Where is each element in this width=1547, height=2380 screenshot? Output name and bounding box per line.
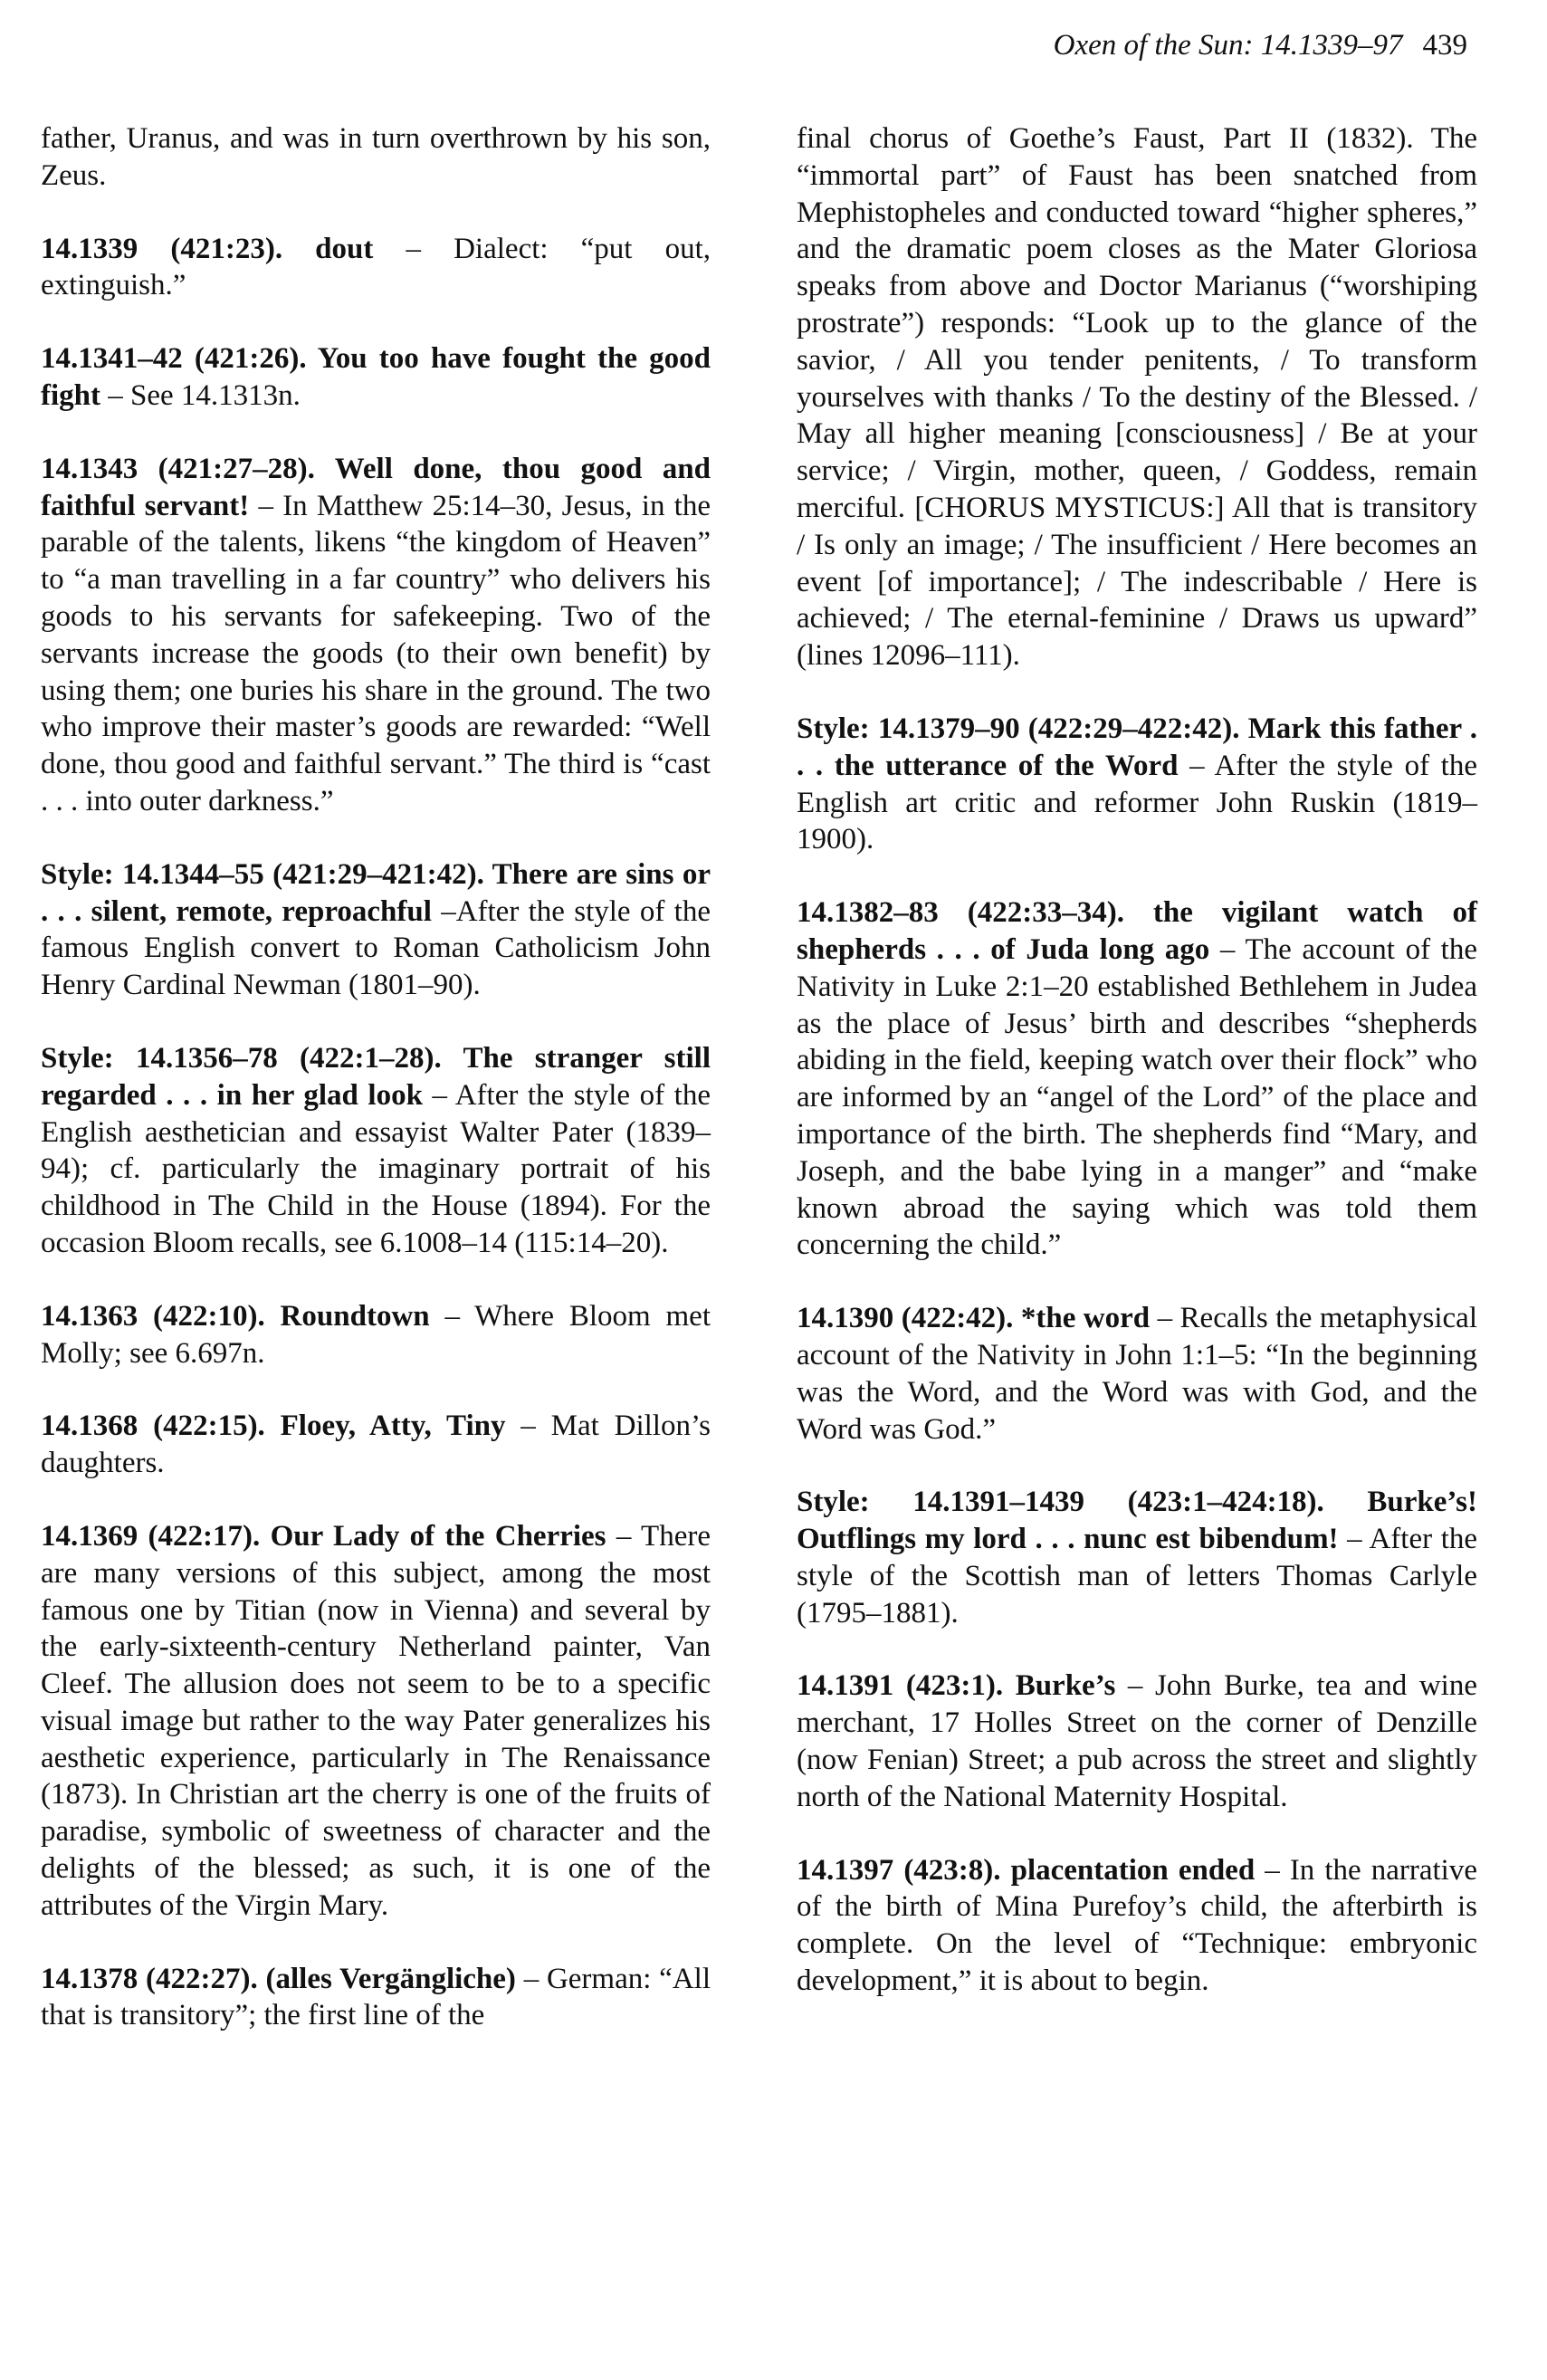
entry-body: – After the style of the English aesthetician and essayist Walter Pater (1839–94); cf. particularly the imaginary portrait of his childhood in The Child in the House (1894). For the occasion Bloom recalls, see 6.1008–14 (115:14–20). — [41, 1078, 711, 1259]
right-column — [797, 120, 1477, 2036]
annotation-entry — [41, 856, 711, 1004]
entry-ref: 14.1369 (422:17). Our Lady of the Cherries — [41, 1519, 606, 1553]
entry-ref: Style: 14.1344–55 (421:29–421:42). There are sins or . . . silent, remote, reproachful — [41, 857, 711, 928]
annotation-entry — [41, 1518, 711, 1925]
annotation-entry — [41, 1040, 711, 1262]
entry-ref: 14.1382–83 (422:33–34). the vigilant watch of shepherds . . . of Juda long ago — [797, 896, 1477, 966]
entry-ref: Style: 14.1391–1439 (423:1–424:18). Burke’s! Outflings my lord . . . nunc est bibendum! — [797, 1486, 1477, 1556]
left-column — [41, 120, 711, 2070]
annotation-entry — [41, 120, 711, 195]
entry-ref: 14.1363 (422:10). Roundtown — [41, 1299, 430, 1333]
entry-body: – There are many versions of this subject, among the most famous one by Titian (now in Vienna) and several by the early-sixteenth-century Netherland painter, Van Cleef. The allusion does not seem to be to a specific visual image but rather to the way Pater generalizes his aesthetic experience, particularly in The Renaissance (1873). In Christian art the cherry is one of the fruits of paradise, symbolic of sweetness of character and the delights of the blessed; as such, it is one of the attributes of the Virgin Mary. — [41, 1519, 711, 1922]
entry-body: – German: “All that is transitory”; the first line of the — [41, 1962, 711, 2032]
page-number: 439 — [1422, 29, 1467, 62]
annotation-entry — [797, 711, 1477, 858]
entry-ref: 14.1341–42 (421:26). You too have fought the good fight — [41, 342, 711, 412]
annotation-entry — [41, 1298, 711, 1372]
annotation-entry — [41, 340, 711, 415]
entry-body: – Where Bloom met Molly; see 6.697n. — [41, 1299, 711, 1370]
entry-ref: Style: 14.1379–90 (422:29–422:42). Mark this father . . . the utterance of the Word — [797, 712, 1477, 782]
entry-ref: 14.1390 (422:42). *the word — [797, 1302, 1151, 1335]
annotation-entry — [797, 120, 1477, 674]
annotation-entry — [797, 894, 1477, 1264]
entry-body: final chorus of Goethe’s Faust, Part II (1832). The “immortal part” of Faust has been snatched from Mephistopheles and conducted toward “higher spheres,” and the dramatic poem closes as the Mater Gloriosa speaks from above and Doctor Marianus (“worshiping prostrate”) responds: “Look up to the glance of the savior, / All you tender penitents, / To transform yourselves with thanks / To the destiny of the Blessed. / May all higher meaning [consciousness] / Be at your service; / Virgin, mother, queen, / Goddess, remain merciful. [CHORUS MYSTICUS:] All that is transitory / Is only an image; / The insufficient / Here becomes an event [of importance]; / The indescribable / Here is achieved; / The eternal-feminine / Draws us upward” (lines 12096–111). — [797, 122, 1477, 673]
annotation-entry — [797, 1668, 1477, 1815]
entry-ref: 14.1368 (422:15). Floey, Atty, Tiny — [41, 1410, 506, 1443]
entry-ref: 14.1343 (421:27–28). Well done, thou good and faithful servant! — [41, 452, 711, 522]
entry-ref: 14.1378 (422:27). (alles Vergängliche) — [41, 1962, 516, 1995]
entry-ref: 14.1391 (423:1). Burke’s — [797, 1669, 1116, 1703]
entry-ref: 14.1397 (423:8). placentation ended — [797, 1853, 1256, 1887]
running-head — [1054, 27, 1467, 63]
annotation-entry — [797, 1852, 1477, 2000]
entry-body: – In the narrative of the birth of Mina Purefoy’s child, the afterbirth is complete. On the level of “Technique: embryonic development,” it is about to begin. — [797, 1853, 1477, 1998]
entry-body: – John Burke, tea and wine merchant, 17 Holles Street on the corner of Denzille (now Fenian) Street; a pub across the street and slightly north of the National Maternity Hospital. — [797, 1669, 1477, 1813]
entry-body: – After the style of the English art critic and reformer John Ruskin (1819–1900). — [797, 749, 1477, 856]
annotation-entry — [41, 451, 711, 820]
entry-body: – See 14.1313n. — [100, 378, 301, 412]
entry-body: father, Uranus, and was in turn overthrown by his son, Zeus. — [41, 122, 711, 192]
annotation-entry — [41, 1961, 711, 2035]
entry-body: – In Matthew 25:14–30, Jesus, in the parable of the talents, likens “the kingdom of Heaven” to “a man travelling in a far country” who delivers his goods to his servants for safekeeping. Two of the servants increase the goods (to their own benefit) by using them; one buries his share in the ground. The two who improve their master’s goods are rewarded: “Well done, thou good and faithful servant.” The third is “cast . . . into outer darkness.” — [41, 489, 711, 817]
entry-body: – After the style of the Scottish man of letters Thomas Carlyle (1795–1881). — [797, 1523, 1478, 1630]
annotation-entry — [797, 1484, 1477, 1631]
entry-body: – Dialect: “put out, extinguish.” — [41, 232, 711, 302]
entry-body: –After the style of the famous English convert to Roman Catholicism John Henry Cardinal Newman (1801–90). — [41, 894, 711, 1002]
annotation-entry — [41, 231, 711, 305]
entry-ref: Style: 14.1356–78 (422:1–28). The stranger still regarded . . . in her glad look — [41, 1041, 711, 1112]
annotation-entry — [41, 1408, 711, 1482]
entry-body: – The account of the Nativity in Luke 2:1–20 established Bethlehem in Judea as the place of Jesus’ birth and describes “shepherds abiding in the field, keeping watch over their flock” who are informed by an “angel of the Lord” of the place and importance of the birth. The shepherds find “Mary, and Joseph, and the babe lying in a manger” and “make known abroad the saying which was told them concerning the child.” — [797, 932, 1478, 1262]
running-title: Oxen of the Sun: 14.1339–97 — [1053, 29, 1403, 62]
entry-body: – Mat Dillon’s daughters. — [41, 1410, 711, 1480]
annotation-entry — [797, 1300, 1477, 1448]
entry-ref: 14.1339 (421:23). dout — [41, 232, 374, 265]
entry-body: – Recalls the metaphysical account of the Nativity in John 1:1–5: “In the beginning was the Word, and the Word was with God, and the Word was God.” — [797, 1302, 1477, 1446]
